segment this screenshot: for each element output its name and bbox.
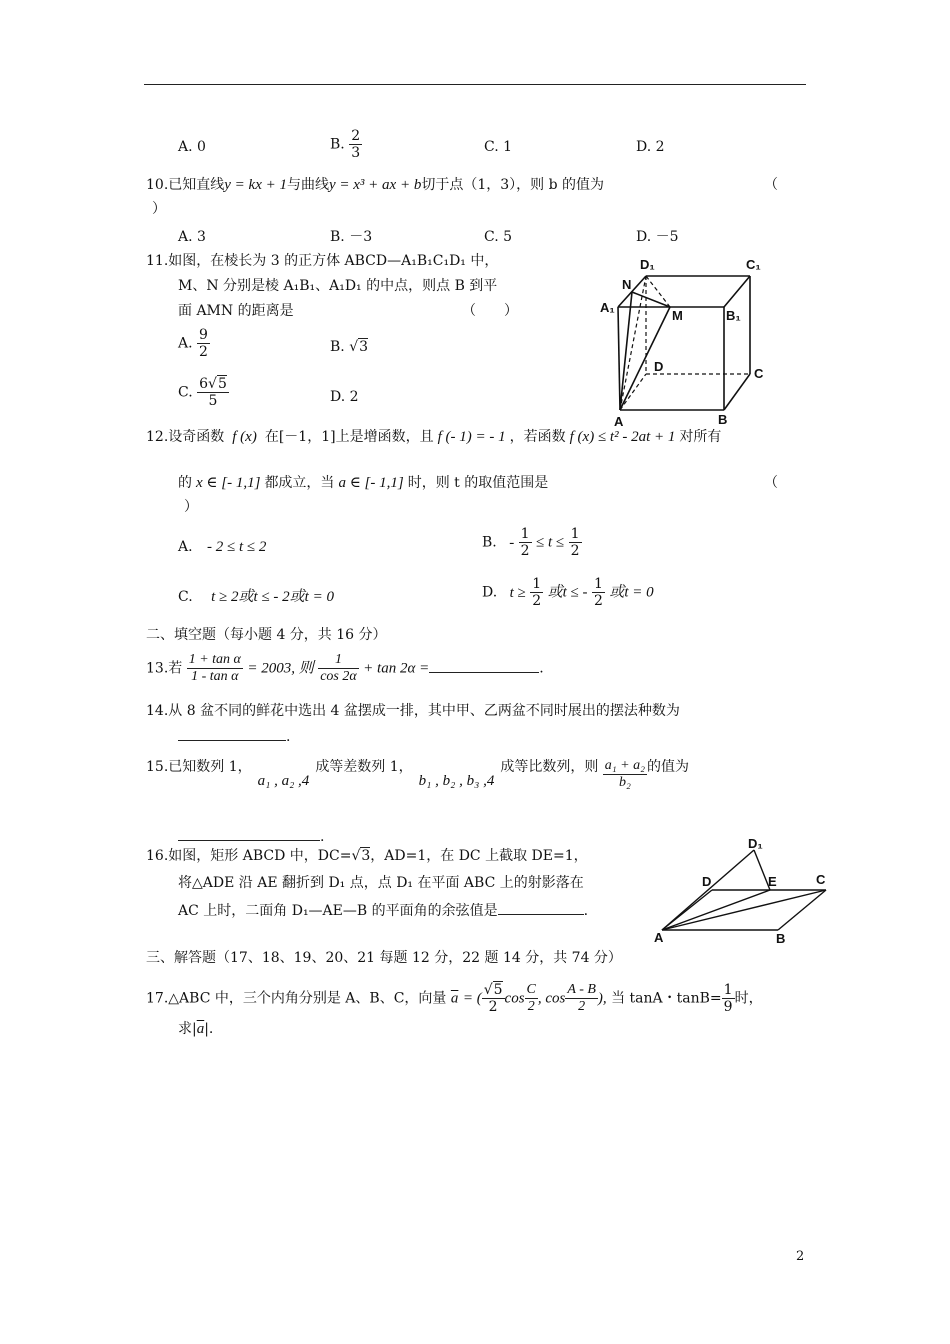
q10-option-c[interactable]: C. 5 bbox=[484, 229, 513, 245]
section-2-heading: 二、填空题（每小题 4 分，共 16 分） bbox=[146, 627, 387, 643]
edge-b-c bbox=[724, 374, 750, 410]
q12-paren-open: （ bbox=[764, 475, 778, 491]
q12-option-b[interactable]: B. - $\frac{1}{2}$ ≤ t ≤ $\frac{1}{2}$ bbox=[482, 526, 580, 560]
q14-line1: 14.从 8 盆不同的鲜花中选出 4 盆摆成一排，其中甲、乙两盆不同时展出的摆法种数为 bbox=[146, 703, 680, 719]
label-b: B bbox=[718, 412, 728, 427]
segment-a-e bbox=[662, 890, 770, 930]
q12-option-c[interactable]: C. t ≥ 2或t ≤ - 2或t = 0 bbox=[178, 589, 334, 605]
q10-option-b[interactable]: B. －3 bbox=[330, 229, 373, 245]
q16-answer-blank[interactable] bbox=[498, 902, 584, 915]
segment-a-n bbox=[620, 292, 632, 410]
label-n: N bbox=[622, 277, 632, 292]
q9-option-a[interactable]: A. 0 bbox=[178, 139, 206, 155]
q10-text: 10.已知直线y = kx + 1与曲线y = x³ + ax + b切于点（1，3），则 b 的值为 bbox=[146, 177, 605, 193]
q9-option-b[interactable]: B. $\frac{2}{3}$ bbox=[330, 128, 361, 162]
label-c1: C₁ bbox=[746, 257, 761, 272]
label-a: A bbox=[654, 930, 664, 945]
q17-line1: 17.△ABC 中，三个内角分别是 A、B、C，向量 $\overline{a}$ = ( $\frac{√5}{2}$ cos $\frac{C}{2}$ , cos $\frac{A - B}{2}$ ), 当 tanA・tanB= $\frac{1}{9}$ 时， bbox=[146, 982, 763, 1016]
label-c: C bbox=[754, 366, 764, 381]
q10-paren-close: ） bbox=[152, 201, 166, 217]
q15-text: 15.已知数列 1，a₁ , a₂ ,4成等差数列 1，b₁ , b₂ , b₃ ,4成等比数列，则 $\frac{\text{a₁ + a₂}}{\text{b₂}}$ 的值为 bbox=[146, 758, 689, 791]
q17-vector-a: $\overline{a}$ bbox=[450, 990, 459, 1007]
q10-option-a[interactable]: A. 3 bbox=[178, 229, 206, 245]
label-b: B bbox=[776, 931, 786, 946]
q14-answer-blank[interactable] bbox=[178, 728, 286, 741]
q15-line2: . bbox=[178, 828, 324, 844]
q15-answer-blank[interactable] bbox=[178, 828, 320, 841]
q16-line3: AC 上时，二面角 D₁—AE—B 的平面角的余弦值是 . bbox=[178, 903, 589, 919]
page-number: 2 bbox=[796, 1249, 805, 1264]
q11-option-a[interactable]: A. $\frac{9}{2}$ bbox=[178, 327, 208, 361]
q11-line1: 11.如图，在棱长为 3 的正方体 ABCD—A₁B₁C₁D₁ 中， bbox=[146, 253, 499, 269]
label-d: D bbox=[702, 874, 712, 889]
q10-option-d[interactable]: D. －5 bbox=[636, 229, 679, 245]
edge-a-a1 bbox=[618, 307, 620, 410]
q10-curve-equation: y = x³ + ax + b bbox=[328, 177, 422, 193]
q16-line2: 将△ADE 沿 AE 翻折到 D₁ 点，点 D₁ 在平面 ABC 上的射影落在 bbox=[178, 875, 584, 891]
q11-line2: M、N 分别是棱 A₁B₁、A₁D₁ 的中点，则点 B 到平 bbox=[178, 278, 498, 294]
label-c: C bbox=[816, 872, 826, 887]
q12-option-d[interactable]: D. t ≥ $\frac{1}{2}$ 或t ≤ - $\frac{1}{2}$ 或t = 0 bbox=[482, 576, 654, 610]
q16-line1: 16.如图，矩形 ABCD 中，DC=√3，AD=1，在 DC 上截取 DE=1， bbox=[146, 848, 588, 864]
q12-line2: 的 x ∈ [- 1,1] 都成立，当 a ∈ [- 1,1] 时，则 t 的取值范围是 bbox=[178, 475, 549, 491]
label-b1: B₁ bbox=[726, 308, 741, 323]
label-d: D bbox=[654, 359, 664, 374]
header-rule bbox=[144, 84, 806, 85]
label-e: E bbox=[768, 874, 777, 889]
q11-option-b[interactable]: B. √3 bbox=[330, 339, 369, 355]
q9-option-c[interactable]: C. 1 bbox=[484, 139, 513, 155]
edge-b1-c1 bbox=[724, 276, 750, 307]
label-a1: A₁ bbox=[600, 300, 615, 315]
section-3-heading: 三、解答题（17、18、19、20、21 每题 12 分，22 题 14 分，共 74 分） bbox=[146, 950, 622, 966]
q13-answer-blank[interactable] bbox=[429, 660, 539, 673]
q16-fold-figure bbox=[650, 838, 832, 948]
q9-option-d[interactable]: D. 2 bbox=[636, 139, 665, 155]
q11-line3: 面 AMN 的距离是 bbox=[178, 303, 294, 319]
q14-line2: . bbox=[178, 728, 290, 744]
q12-line1: 12.设奇函数 f (x) 在[－1，1]上是增函数，且 f (- 1) = - 1 ，若函数 f (x) ≤ t² - 2at + 1 对所有 bbox=[146, 429, 722, 445]
label-a: A bbox=[614, 414, 624, 428]
q11-paren: （ ） bbox=[462, 303, 518, 319]
q12-paren-close: ） bbox=[184, 499, 198, 515]
label-d1: D₁ bbox=[640, 257, 655, 272]
label-d1: D₁ bbox=[748, 838, 763, 851]
q9-option-b-fraction: $\frac{2}{3}$ bbox=[351, 128, 361, 162]
q10-line-equation: y = kx + 1 bbox=[224, 177, 287, 193]
q12-option-a[interactable]: A. - 2 ≤ t ≤ 2 bbox=[178, 539, 267, 555]
q11-cube-figure bbox=[598, 252, 778, 428]
q11-option-d[interactable]: D. 2 bbox=[330, 389, 359, 405]
q17-line2: 求$|\overline{a}|$. bbox=[178, 1021, 214, 1037]
label-m: M bbox=[672, 308, 683, 323]
q13-text: 13.若 $\frac{\text{1 + tan α}}{\text{1 - tan α}}$ = 2003, 则 $\frac{1}{\cos 2\alpha}$ + tan 2α = . bbox=[146, 652, 544, 685]
q11-option-c[interactable]: C. $\frac{6√5}{5}$ bbox=[178, 376, 227, 410]
q10-paren-open: （ bbox=[764, 177, 778, 193]
